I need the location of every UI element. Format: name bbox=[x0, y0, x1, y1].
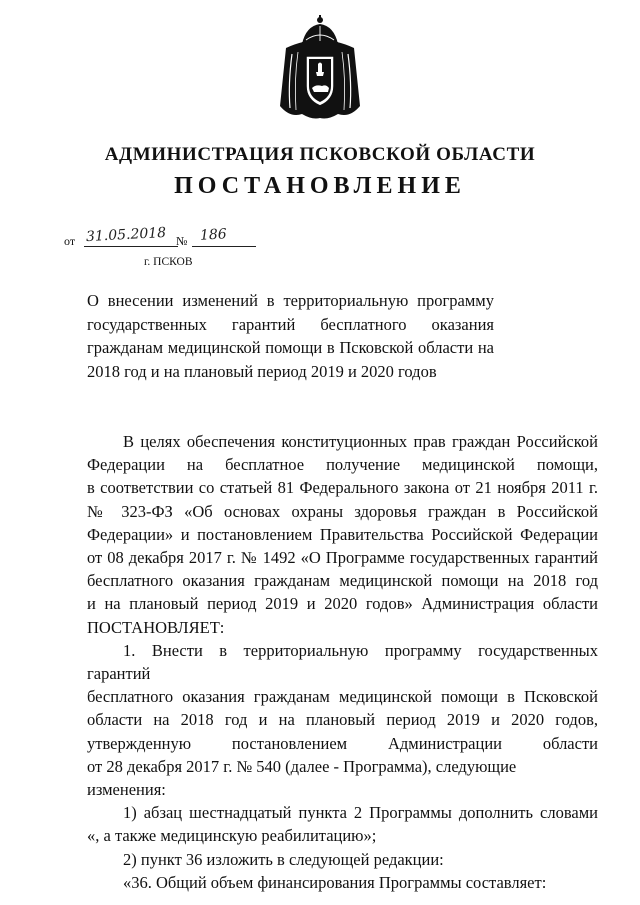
body-line: 1) абзац шестнадцатый пункта 2 Программы дополнить словами bbox=[123, 803, 598, 823]
handwritten-number: 186 bbox=[199, 226, 228, 244]
coat-of-arms-emblem bbox=[276, 14, 364, 124]
number-label: № bbox=[176, 234, 188, 248]
body-line: от 28 декабря 2017 г. № 540 (далее - Программа), следующие изменения: bbox=[87, 756, 517, 800]
city-label: г. ПСКОВ bbox=[144, 256, 193, 268]
body-line: ПОСТАНОВЛЯЕТ: bbox=[87, 617, 225, 637]
subject-line: 2018 год и на плановый период 2019 и 2020 годов bbox=[87, 361, 437, 381]
document-subject bbox=[87, 289, 494, 383]
body-line: В целях обеспечения конституционных прав граждан Российской bbox=[123, 432, 598, 451]
date-underline bbox=[84, 246, 178, 247]
document-body bbox=[87, 430, 598, 894]
body-line: Федерации на бесплатное получение медицинской помощи, bbox=[87, 455, 598, 475]
body-line: бесплатного оказания гражданам медицинской помощи на 2018 год bbox=[87, 571, 598, 591]
body-line: утвержденную постановлением Администрации области bbox=[87, 733, 598, 753]
date-prefix-label: от bbox=[64, 234, 76, 248]
organization-title: АДМИНИСТРАЦИЯ ПСКОВСКОЙ ОБЛАСТИ bbox=[104, 144, 536, 165]
body-line: «, а также медицинскую реабилитацию»; bbox=[87, 826, 377, 846]
subject-line: государственных гарантий бесплатного оказания bbox=[87, 314, 494, 334]
handwritten-date: 31.05.2018 bbox=[85, 224, 167, 246]
body-line: бесплатного оказания гражданам медицинской помощи в Псковской bbox=[87, 687, 598, 707]
subject-line: О внесении изменений в территориальную программу bbox=[87, 291, 494, 310]
date-number-line bbox=[64, 226, 274, 248]
number-underline bbox=[192, 246, 256, 247]
body-line: от 08 декабря 2017 г. № 1492 «О Программе государственных гарантий bbox=[87, 548, 598, 568]
body-line: 1. Внести в территориальную программу государственных гарантий bbox=[87, 640, 598, 684]
body-line: № 323-ФЗ «Об основах охраны здоровья граждан в Российской bbox=[87, 501, 598, 521]
body-line: и на плановый период 2019 и 2020 годов» Администрация области bbox=[87, 594, 598, 614]
body-line: в соответствии со статьей 81 Федерального закона от 21 ноября 2011 г. bbox=[87, 478, 598, 498]
body-line: «36. Общий объем финансирования Программы составляет: bbox=[123, 872, 547, 892]
document-type-title: ПОСТАНОВЛЕНИЕ bbox=[174, 173, 466, 199]
body-line: области на 2018 год и на плановый период 2019 и 2020 годов, bbox=[87, 710, 598, 730]
subject-line: гражданам медицинской помощи в Псковской области на bbox=[87, 338, 494, 357]
body-line: 2) пункт 36 изложить в следующей редакции: bbox=[123, 849, 444, 869]
body-line: Федерации» и постановлением Правительства Российской Федерации bbox=[87, 524, 598, 544]
